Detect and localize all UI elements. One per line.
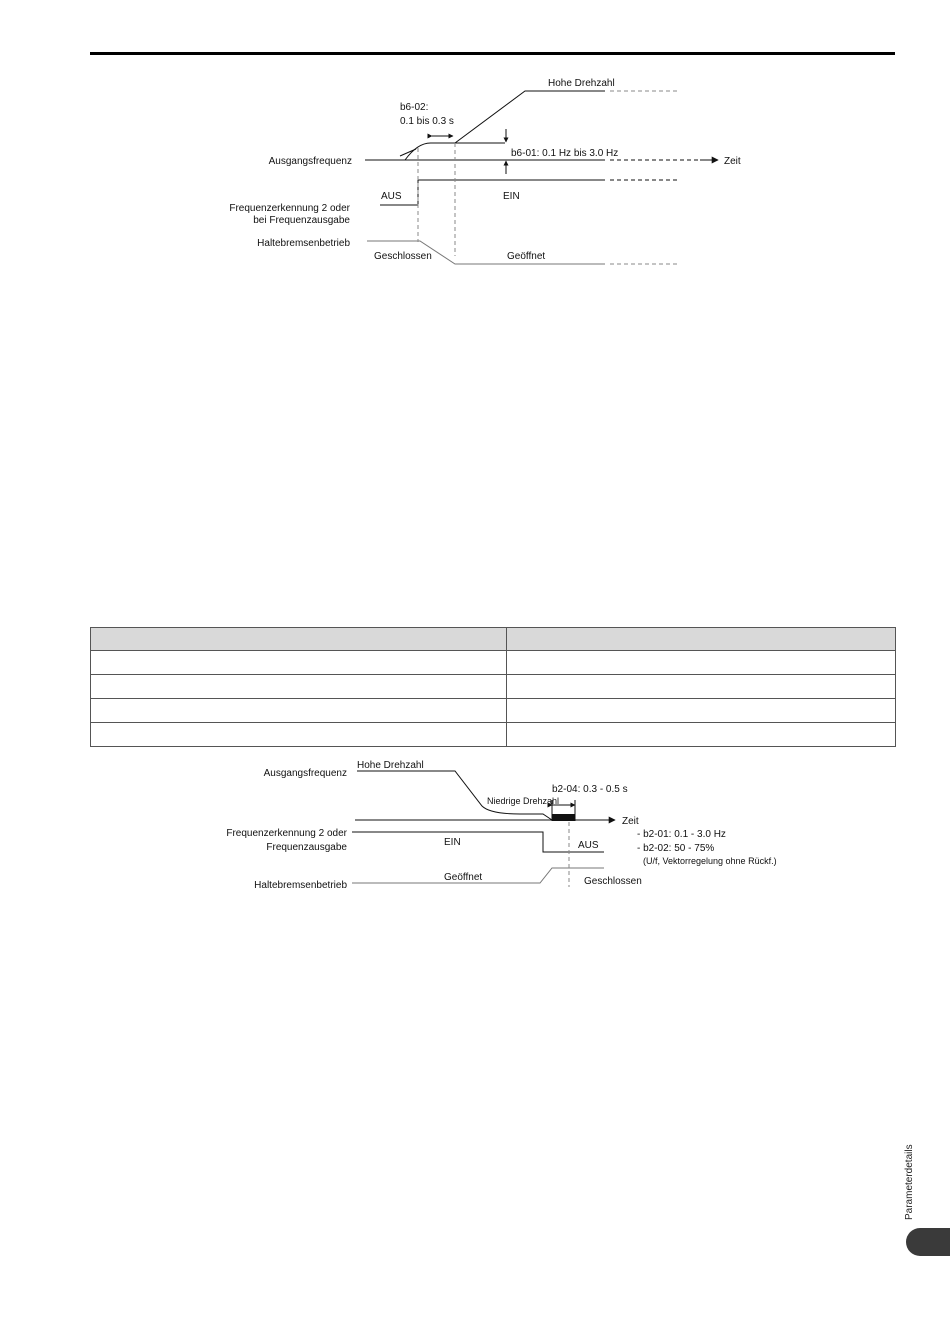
side-tab-label: Parameterdetails xyxy=(904,1144,915,1220)
table-cell xyxy=(91,699,507,723)
detection-on-label-2: EIN xyxy=(444,837,461,848)
table-cell xyxy=(91,651,507,675)
brake-release-timing-diagram xyxy=(0,0,950,300)
frequency-detection-label-2-line2: Frequenzausgabe xyxy=(266,842,347,853)
detection-off-label: AUS xyxy=(381,191,402,202)
high-speed-label: Hohe Drehzahl xyxy=(548,78,615,89)
table-header-cell xyxy=(506,628,896,651)
table-row xyxy=(91,723,896,747)
time-label: Zeit xyxy=(724,156,741,167)
b2-02-note: - b2-02: 50 - 75% xyxy=(637,843,715,854)
table-cell xyxy=(506,675,896,699)
brake-closed-label-2: Geschlossen xyxy=(584,876,642,887)
b2-01-note: - b2-01: 0.1 - 3.0 Hz xyxy=(637,829,726,840)
b2-04-duration-block xyxy=(552,814,575,821)
b6-02-code-label: b6-02: xyxy=(400,102,429,113)
low-speed-label: Niedrige Drehzahl xyxy=(487,796,560,806)
high-speed-label-2: Hohe Drehzahl xyxy=(357,760,424,771)
table-cell xyxy=(506,723,896,747)
frequency-detection-label-2-line1: Frequenzerkennung 2 oder xyxy=(226,828,347,839)
table-cell xyxy=(91,675,507,699)
table-row xyxy=(91,651,896,675)
table-row xyxy=(91,699,896,723)
brake-opened-label-2: Geöffnet xyxy=(444,872,483,883)
b2-04-label: b2-04: 0.3 - 0.5 s xyxy=(552,784,628,795)
brake-opened-label: Geöffnet xyxy=(507,251,546,262)
holding-brake-label: Haltebremsenbetrieb xyxy=(257,238,350,249)
holding-brake-label-2: Haltebremsenbetrieb xyxy=(254,880,347,891)
brake-closed-label: Geschlossen xyxy=(374,251,432,262)
parameter-table xyxy=(90,627,896,747)
table-cell xyxy=(91,723,507,747)
table-header-cell xyxy=(91,628,507,651)
detection-off-label-2: AUS xyxy=(578,840,599,851)
frequency-detection-signal xyxy=(380,180,605,205)
frequency-detection-label-line1: Frequenzerkennung 2 oder xyxy=(229,203,350,214)
frequency-detection-label-line2: bei Frequenzausgabe xyxy=(253,215,350,226)
frequency-detection-signal-2 xyxy=(352,832,604,852)
side-tab-marker xyxy=(906,1228,950,1256)
output-frequency-tick xyxy=(400,149,416,156)
detection-on-label: EIN xyxy=(503,191,520,202)
holding-brake-signal-2 xyxy=(352,868,604,883)
control-mode-note: (U/f, Vektorregelung ohne Rückf.) xyxy=(643,856,777,866)
table-cell xyxy=(506,699,896,723)
output-frequency-label: Ausgangsfrequenz xyxy=(268,156,352,167)
output-frequency-label-2: Ausgangsfrequenz xyxy=(263,768,347,779)
b6-02-range-label: 0.1 bis 0.3 s xyxy=(400,116,454,127)
time-label-2: Zeit xyxy=(622,816,639,827)
table-cell xyxy=(506,651,896,675)
output-frequency-curve-2 xyxy=(357,771,552,820)
b6-01-label: b6-01: 0.1 Hz bis 3.0 Hz xyxy=(511,148,619,159)
table-header-row xyxy=(91,628,896,651)
table-row xyxy=(91,675,896,699)
